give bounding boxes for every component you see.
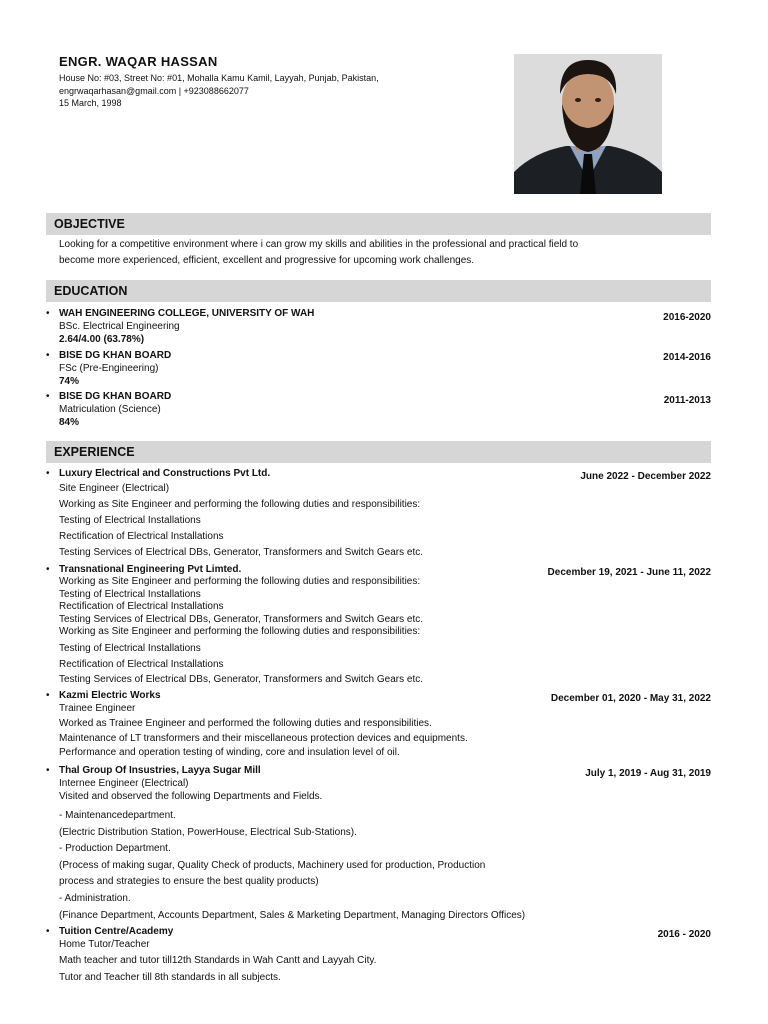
- degree-name: FSc (Pre-Engineering): [59, 363, 159, 374]
- grade: 2.64/4.00 (63.78%): [59, 333, 145, 345]
- experience-dates: December 01, 2020 - May 31, 2022: [550, 693, 711, 704]
- experience-line: Rectification of Electrical Installations: [59, 531, 224, 542]
- experience-line: Working as Site Engineer and performing the following duties and responsibilities:: [59, 499, 421, 510]
- address-line: House No: #03, Street No: #01, Mohalla Kamu Kamil, Layyah, Punjab, Pakistan,: [59, 73, 379, 83]
- experience-line: process and strategies to ensure the best quality products): [59, 876, 319, 888]
- degree-name: BSc. Electrical Engineering: [59, 321, 180, 332]
- experience-line: Trainee Engineer: [59, 703, 136, 714]
- experience-item: [46, 764, 711, 924]
- grade: 74%: [59, 375, 80, 387]
- experience-line: (Electric Distribution Station, PowerHouse, Electrical Sub-Stations).: [59, 826, 357, 838]
- objective-line: become more experienced, efficient, excellent and progressive for upcoming work challenges.: [59, 255, 475, 266]
- education-item: [46, 349, 711, 389]
- experience-line: Home Tutor/Teacher: [59, 939, 150, 950]
- experience-line: - Maintenancedepartment.: [59, 810, 176, 821]
- company-name: Luxury Electrical and Constructions Pvt Ltd.: [59, 468, 271, 479]
- institution-name: BISE DG KHAN BOARD: [59, 391, 172, 402]
- experience-details: [59, 481, 659, 561]
- experience-line: Testing of Electrical Installations: [59, 515, 201, 526]
- experience-heading: EXPERIENCE: [46, 441, 711, 463]
- experience-line: Testing Services of Electrical DBs, Generator, Transformers and Switch Gears etc.: [59, 547, 424, 558]
- bullet: •: [46, 926, 50, 937]
- date-of-birth: 15 March, 1998: [59, 98, 122, 108]
- profile-photo: [514, 54, 662, 194]
- institution-name: WAH ENGINEERING COLLEGE, UNIVERSITY OF WAH: [59, 308, 315, 319]
- experience-item: [46, 467, 711, 562]
- experience-line: Maintenance of LT transformers and their miscellaneous protection devices and equipments.: [59, 732, 468, 744]
- education-dates: 2011-2013: [663, 395, 711, 406]
- education-details: [59, 363, 659, 388]
- objective-line: Looking for a competitive environment where i can grow my skills and abilities in the professional and practical field to: [59, 239, 579, 250]
- experience-dates: December 19, 2021 - June 11, 2022: [547, 567, 711, 578]
- experience-line: Tutor and Teacher till 8th standards in all subjects.: [59, 971, 281, 983]
- experience-line: Worked as Trainee Engineer and performed the following duties and responsibilities.: [59, 717, 432, 729]
- experience-line: Working as Site Engineer and performing the following duties and responsibilities:: [59, 576, 421, 587]
- company-name: Tuition Centre/Academy: [59, 926, 174, 937]
- experience-line: Site Engineer (Electrical): [59, 483, 170, 494]
- bullet: •: [46, 765, 50, 776]
- experience-line: - Administration.: [59, 892, 131, 904]
- education-heading: EDUCATION: [46, 280, 711, 302]
- bullet: •: [46, 391, 50, 402]
- experience-line: Math teacher and tutor till12th Standards in Wah Cantt and Layyah City.: [59, 955, 377, 966]
- experience-line: Internee Engineer (Electrical): [59, 778, 189, 789]
- education-dates: 2014-2016: [663, 352, 711, 363]
- experience-dates: June 2022 - December 2022: [580, 471, 711, 482]
- experience-details: [59, 808, 659, 924]
- bullet: •: [46, 468, 50, 479]
- objective-text: [59, 237, 711, 269]
- company-name: Thal Group Of Insustries, Layya Sugar Mill: [59, 765, 261, 776]
- experience-details: [59, 641, 659, 688]
- experience-line: (Finance Department, Accounts Department, Sales & Marketing Department, Managing Directors Offices): [59, 909, 526, 921]
- experience-line: Performance and operation testing of winding, core and insulation level of oil.: [59, 747, 400, 759]
- experience-line: (Process of making sugar, Quality Check of products, Machinery used for production, Production: [59, 859, 486, 871]
- experience-dates: July 1, 2019 - Aug 31, 2019: [585, 768, 711, 779]
- education-details: [59, 321, 659, 346]
- objective-heading: OBJECTIVE: [46, 213, 711, 235]
- experience-details: [59, 702, 659, 761]
- degree-name: Matriculation (Science): [59, 404, 161, 415]
- bullet: •: [46, 690, 50, 701]
- experience-line: Testing Services of Electrical DBs, Generator, Transformers and Switch Gears etc.: [59, 613, 424, 625]
- experience-details: [59, 576, 659, 639]
- bullet: •: [46, 564, 50, 575]
- experience-line: - Production Department.: [59, 843, 171, 855]
- experience-details: [59, 939, 659, 952]
- experience-item: [46, 689, 711, 764]
- experience-line: Visited and observed the following Departments and Fields.: [59, 790, 323, 802]
- experience-item: [46, 563, 711, 688]
- experience-item: [46, 925, 711, 985]
- experience-line: Testing of Electrical Installations: [59, 643, 201, 654]
- experience-line: Rectification of Electrical Installations: [59, 601, 224, 613]
- bullet: •: [46, 350, 50, 361]
- education-item: [46, 390, 711, 430]
- resume-header: [59, 54, 479, 110]
- company-name: Transnational Engineering Pvt Limted.: [59, 564, 242, 575]
- candidate-name: ENGR. WAQAR HASSAN: [59, 54, 218, 69]
- experience-line: Working as Site Engineer and performing the following duties and responsibilities:: [59, 626, 421, 638]
- education-dates: 2016-2020: [663, 312, 711, 323]
- experience-line: Rectification of Electrical Installations: [59, 658, 224, 670]
- experience-line: Testing Services of Electrical DBs, Generator, Transformers and Switch Gears etc.: [59, 674, 424, 685]
- experience-dates: 2016 - 2020: [657, 929, 711, 940]
- experience-details: [59, 953, 659, 986]
- company-name: Kazmi Electric Works: [59, 690, 161, 701]
- profile-photo-drawing: [514, 54, 662, 194]
- institution-name: BISE DG KHAN BOARD: [59, 350, 172, 361]
- education-details: [59, 404, 659, 429]
- contact-line: engrwaqarhasan@gmail.com | +923088662077: [59, 85, 249, 96]
- experience-line: Testing of Electrical Installations: [59, 588, 201, 600]
- bullet: •: [46, 308, 50, 319]
- grade: 84%: [59, 416, 80, 428]
- education-item: [46, 307, 711, 347]
- experience-details: [59, 778, 659, 803]
